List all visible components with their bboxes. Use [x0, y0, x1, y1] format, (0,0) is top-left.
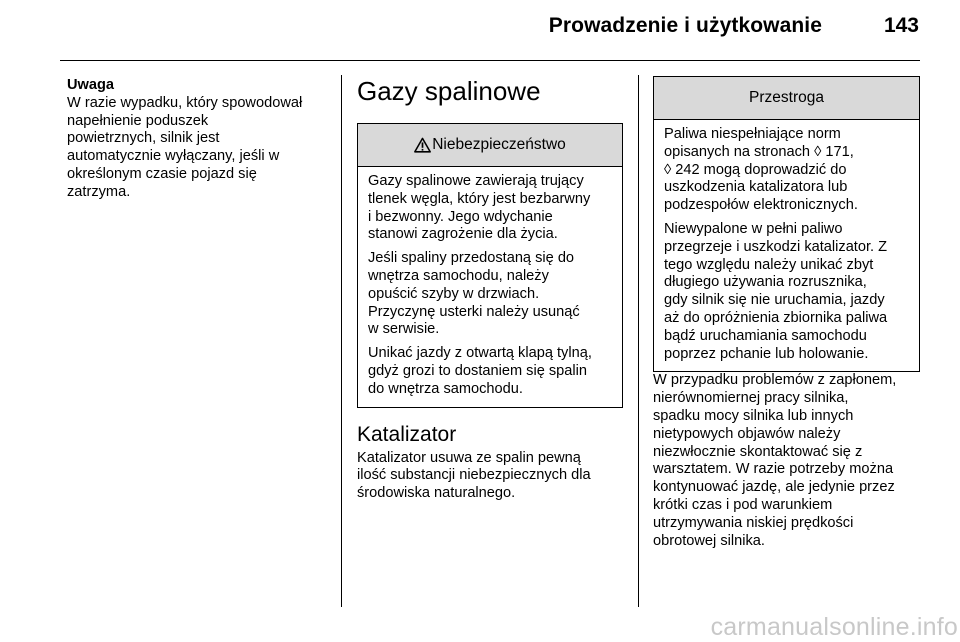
note-text	[67, 95, 331, 202]
heading-exhaust-gases: Gazy spalinowe	[357, 76, 541, 106]
text-line: i bezwonny. Jego wdychanie	[368, 208, 553, 225]
text-line: środowiska naturalnego.	[357, 485, 516, 502]
caution-paragraph	[664, 221, 911, 363]
text-line: kontynuować jazdę, ale jedynie przez	[653, 479, 895, 496]
note-title: Uwaga	[67, 77, 115, 93]
column-1	[67, 77, 331, 202]
ignition-problems-text	[653, 372, 920, 550]
text-line: obrotowej silnika.	[653, 532, 765, 549]
text-line: opisanych na stronach ◊ 171,	[664, 143, 854, 160]
caution-box-title: Przestroga	[749, 89, 824, 107]
text-line: Jeśli spaliny przedostaną się do	[368, 250, 575, 267]
column-2	[357, 76, 623, 503]
text-line: ◊ 242 mogą doprowadzić do	[664, 161, 847, 178]
text-line: gdyż grozi to dostaniem się spalin	[368, 362, 588, 379]
text-line: Unikać jazdy z otwartą klapą tylną,	[368, 345, 592, 362]
text-line: długiego używania rozrusznika,	[664, 274, 867, 291]
text-line: spadku mocy silnika lub innych	[653, 407, 854, 424]
text-line: tego względu należy unikać zbyt	[664, 256, 874, 273]
note-line: automatycznie wyłączany, jeśli w	[67, 148, 280, 165]
text-line: krótki czas i pod warunkiem	[653, 496, 833, 513]
text-line: W przypadku problemów z zapłonem,	[653, 372, 897, 389]
text-line: Przyczynę usterki należy usunąć	[368, 303, 580, 320]
caution-box	[653, 76, 920, 372]
text-line: utrzymywania niskiej prędkości	[653, 514, 854, 531]
warning-triangle-icon	[414, 137, 431, 153]
warning-box-header	[358, 124, 622, 167]
warning-paragraph	[368, 250, 614, 339]
text-line: Katalizator usuwa ze spalin pewną	[357, 449, 581, 466]
text-line: bądź uruchamiania samochodu	[664, 327, 867, 344]
column-divider-1	[341, 75, 342, 607]
section-title: Prowadzenie i użytkowanie	[548, 14, 822, 37]
column-divider-2	[638, 75, 639, 607]
text-line: Paliwa niespełniające norm	[664, 126, 841, 142]
text-line: nierównomiernej pracy silnika,	[653, 390, 849, 407]
text-line: wnętrza samochodu, należy	[368, 267, 549, 284]
heading-catalytic-converter: Katalizator	[357, 422, 457, 446]
catalytic-converter-text	[357, 450, 623, 503]
text-line: do wnętrza samochodu.	[368, 380, 523, 397]
text-line: aż do opróżnienia zbiornika paliwa	[664, 309, 888, 326]
page-header	[60, 0, 920, 61]
text-line: ilość substancji niebezpiecznych dla	[357, 467, 591, 484]
warning-paragraph	[368, 345, 614, 398]
text-line: Niewypalone w pełni paliwo	[664, 220, 843, 237]
caution-box-body	[654, 120, 919, 371]
warning-box-title: Niebezpieczeństwo	[432, 136, 566, 154]
text-line: gdy silnik się nie uruchamia, jazdy	[664, 292, 885, 309]
text-line: przegrzeje i uszkodzi katalizator. Z	[664, 238, 888, 255]
text-line: niezwłocznie skontaktować się z	[653, 443, 863, 460]
note-line: zatrzyma.	[67, 183, 131, 200]
text-line: warsztatem. W razie potrzeby można	[653, 461, 894, 478]
caution-box-header	[654, 77, 919, 120]
warning-box-body	[358, 167, 622, 407]
text-line: poprzez pchanie lub holowanie.	[664, 345, 869, 362]
caution-paragraph	[664, 126, 911, 215]
note-line: W razie wypadku, który spowodował	[67, 94, 303, 111]
column-3	[653, 76, 920, 550]
text-line: tlenek węgla, który jest bezbarwny	[368, 190, 591, 207]
watermark: carmanualsonline.info	[710, 613, 958, 641]
text-line: stanowi zagrożenie dla życia.	[368, 226, 558, 243]
page-number: 143	[883, 14, 919, 37]
text-line: uszkodzenia katalizatora lub	[664, 179, 848, 196]
text-line: nietypowych objawów należy	[653, 425, 841, 442]
note-line: określonym czasie pojazd się	[67, 165, 257, 182]
text-line: w serwisie.	[368, 321, 440, 338]
note-line: napełnienie poduszek	[67, 112, 209, 129]
text-line: opuścić szyby w drzwiach.	[368, 285, 540, 302]
warning-box	[357, 123, 623, 408]
text-line: podzespołów elektronicznych.	[664, 197, 858, 214]
text-line: Gazy spalinowe zawierają trujący	[368, 173, 584, 189]
warning-paragraph	[368, 173, 614, 244]
note-line: powietrznych, silnik jest	[67, 130, 220, 147]
